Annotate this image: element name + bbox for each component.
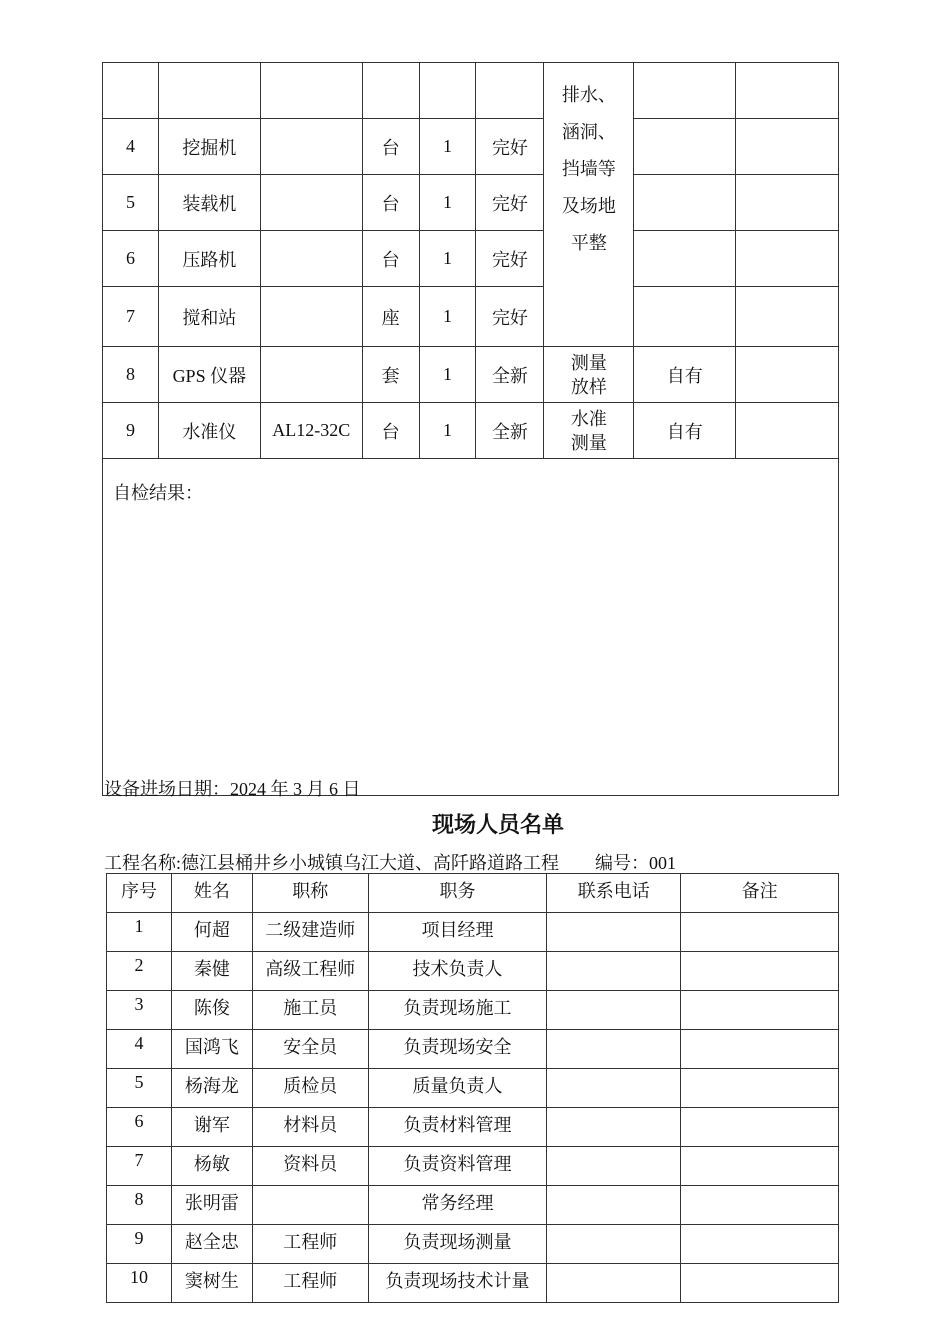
staff-title: 施工员 bbox=[252, 991, 368, 1030]
staff-phone bbox=[547, 1225, 681, 1264]
staff-duty: 负责现场技术计量 bbox=[368, 1264, 547, 1303]
purpose-line: 平整 bbox=[570, 233, 607, 253]
table-row bbox=[107, 991, 839, 1030]
equipment-status: 完好 bbox=[476, 175, 544, 231]
staff-title: 材料员 bbox=[252, 1108, 368, 1147]
staff-phone bbox=[547, 1186, 681, 1225]
page-title: 现场人员名单 bbox=[431, 813, 564, 838]
staff-remark bbox=[681, 1069, 839, 1108]
staff-remark bbox=[681, 1030, 839, 1069]
staff-title: 工程师 bbox=[252, 1264, 368, 1303]
purpose-line: 排水、 bbox=[561, 85, 616, 105]
purpose-line: 涵洞、 bbox=[561, 122, 616, 142]
equipment-remark bbox=[736, 347, 839, 403]
staff-remark bbox=[681, 952, 839, 991]
equipment-status: 全新 bbox=[476, 347, 544, 403]
equipment-source bbox=[634, 287, 736, 347]
staff-remark bbox=[681, 1147, 839, 1186]
staff-no: 10 bbox=[107, 1264, 172, 1303]
table-row bbox=[107, 1108, 839, 1147]
equipment-model bbox=[260, 63, 362, 119]
equipment-unit: 台 bbox=[362, 403, 419, 459]
staff-phone bbox=[547, 1108, 681, 1147]
equipment-model bbox=[260, 287, 362, 347]
staff-remark bbox=[681, 913, 839, 952]
staff-no: 8 bbox=[107, 1186, 172, 1225]
equipment-no: 5 bbox=[103, 175, 159, 231]
staff-phone bbox=[547, 1030, 681, 1069]
equipment-no: 4 bbox=[103, 119, 159, 175]
staff-name: 何超 bbox=[171, 913, 252, 952]
equipment-purpose bbox=[544, 403, 634, 459]
equipment-name: 水准仪 bbox=[158, 403, 260, 459]
equipment-row bbox=[103, 63, 839, 119]
purpose-line: 测量 bbox=[570, 352, 607, 373]
equipment-no bbox=[103, 63, 159, 119]
equipment-source bbox=[634, 119, 736, 175]
staff-duty: 负责资料管理 bbox=[368, 1147, 547, 1186]
equipment-qty: 1 bbox=[419, 403, 476, 459]
staff-name: 陈俊 bbox=[171, 991, 252, 1030]
staff-duty: 技术负责人 bbox=[368, 952, 547, 991]
equipment-name: 压路机 bbox=[158, 231, 260, 287]
staff-duty: 负责材料管理 bbox=[368, 1108, 547, 1147]
equipment-unit: 台 bbox=[362, 119, 419, 175]
self-check-result bbox=[103, 459, 839, 796]
staff-no: 4 bbox=[107, 1030, 172, 1069]
staff-duty: 负责现场安全 bbox=[368, 1030, 547, 1069]
staff-duty: 负责现场施工 bbox=[368, 991, 547, 1030]
staff-no: 9 bbox=[107, 1225, 172, 1264]
equipment-remark bbox=[736, 175, 839, 231]
equipment-model bbox=[260, 119, 362, 175]
staff-name: 国鸿飞 bbox=[171, 1030, 252, 1069]
staff-title: 资料员 bbox=[252, 1147, 368, 1186]
table-row bbox=[107, 1264, 839, 1303]
staff-phone bbox=[547, 1069, 681, 1108]
equipment-remark bbox=[736, 287, 839, 347]
equipment-model bbox=[260, 347, 362, 403]
staff-header-row bbox=[107, 874, 839, 913]
equipment-status bbox=[476, 63, 544, 119]
equipment-row bbox=[103, 119, 839, 175]
staff-name: 秦健 bbox=[171, 952, 252, 991]
table-row bbox=[107, 1225, 839, 1264]
staff-title: 二级建造师 bbox=[252, 913, 368, 952]
staff-name: 张明雷 bbox=[171, 1186, 252, 1225]
staff-phone bbox=[547, 991, 681, 1030]
equipment-name bbox=[158, 63, 260, 119]
column-header: 序号 bbox=[107, 874, 172, 913]
staff-no: 7 bbox=[107, 1147, 172, 1186]
equipment-status: 全新 bbox=[476, 403, 544, 459]
equipment-qty: 1 bbox=[419, 231, 476, 287]
column-header: 职务 bbox=[368, 874, 547, 913]
equipment-row bbox=[103, 403, 839, 459]
equipment-name: 装载机 bbox=[158, 175, 260, 231]
staff-remark bbox=[681, 1264, 839, 1303]
equipment-no: 6 bbox=[103, 231, 159, 287]
self-check-row bbox=[103, 459, 839, 796]
staff-duty: 常务经理 bbox=[368, 1186, 547, 1225]
equipment-source: 自有 bbox=[634, 347, 736, 403]
purpose-line: 挡墙等 bbox=[561, 159, 616, 179]
staff-remark bbox=[681, 1225, 839, 1264]
equipment-source: 自有 bbox=[634, 403, 736, 459]
staff-phone bbox=[547, 952, 681, 991]
equipment-status: 完好 bbox=[476, 287, 544, 347]
equipment-model: AL12-32C bbox=[260, 403, 362, 459]
equipment-unit: 台 bbox=[362, 175, 419, 231]
purpose-line: 放样 bbox=[570, 376, 607, 397]
equipment-row bbox=[103, 287, 839, 347]
equipment-qty: 1 bbox=[419, 175, 476, 231]
staff-no: 6 bbox=[107, 1108, 172, 1147]
equipment-model bbox=[260, 231, 362, 287]
equipment-purpose-merged bbox=[544, 63, 634, 347]
staff-remark bbox=[681, 991, 839, 1030]
equipment-table bbox=[102, 62, 839, 796]
staff-title: 工程师 bbox=[252, 1225, 368, 1264]
equipment-entry-date: 设备进场日期：2024 年 3 月 6 日 bbox=[104, 779, 361, 799]
staff-title: 质检员 bbox=[252, 1069, 368, 1108]
table-row bbox=[107, 913, 839, 952]
equipment-unit: 台 bbox=[362, 231, 419, 287]
column-header: 联系电话 bbox=[547, 874, 681, 913]
equipment-unit: 套 bbox=[362, 347, 419, 403]
table-row bbox=[107, 1069, 839, 1108]
equipment-remark bbox=[736, 231, 839, 287]
equipment-status: 完好 bbox=[476, 231, 544, 287]
equipment-qty: 1 bbox=[419, 119, 476, 175]
equipment-source bbox=[634, 63, 736, 119]
staff-name: 谢军 bbox=[171, 1108, 252, 1147]
staff-body bbox=[107, 913, 839, 1303]
staff-no: 5 bbox=[107, 1069, 172, 1108]
purpose-line: 测量 bbox=[570, 432, 607, 453]
staff-no: 1 bbox=[107, 913, 172, 952]
equipment-no: 9 bbox=[103, 403, 159, 459]
purpose-line: 水准 bbox=[570, 408, 607, 429]
staff-phone bbox=[547, 913, 681, 952]
equipment-row bbox=[103, 175, 839, 231]
table-row bbox=[107, 1030, 839, 1069]
staff-title: 高级工程师 bbox=[252, 952, 368, 991]
equipment-qty: 1 bbox=[419, 347, 476, 403]
staff-table bbox=[106, 873, 839, 1303]
equipment-model bbox=[260, 175, 362, 231]
staff-no: 2 bbox=[107, 952, 172, 991]
staff-duty: 项目经理 bbox=[368, 913, 547, 952]
purpose-line: 及场地 bbox=[561, 196, 616, 216]
equipment-unit: 座 bbox=[362, 287, 419, 347]
equipment-name: GPS 仪器 bbox=[158, 347, 260, 403]
equipment-name: 挖掘机 bbox=[158, 119, 260, 175]
equipment-row bbox=[103, 231, 839, 287]
equipment-status: 完好 bbox=[476, 119, 544, 175]
staff-name: 赵全忠 bbox=[171, 1225, 252, 1264]
equipment-source bbox=[634, 175, 736, 231]
equipment-no: 8 bbox=[103, 347, 159, 403]
table-row bbox=[107, 1186, 839, 1225]
staff-duty: 负责现场测量 bbox=[368, 1225, 547, 1264]
equipment-remark bbox=[736, 119, 839, 175]
equipment-qty: 1 bbox=[419, 287, 476, 347]
table-row bbox=[107, 952, 839, 991]
equipment-row bbox=[103, 347, 839, 403]
project-info-line: 工程名称:德江县桶井乡小城镇乌江大道、高阡路道路工程 编号：001 bbox=[104, 853, 676, 873]
staff-title: 安全员 bbox=[252, 1030, 368, 1069]
staff-phone bbox=[547, 1264, 681, 1303]
staff-phone bbox=[547, 1147, 681, 1186]
staff-title bbox=[252, 1186, 368, 1225]
equipment-no: 7 bbox=[103, 287, 159, 347]
self-check-label: 自检结果： bbox=[113, 483, 203, 503]
table-row bbox=[107, 1147, 839, 1186]
staff-duty: 质量负责人 bbox=[368, 1069, 547, 1108]
equipment-source bbox=[634, 231, 736, 287]
staff-remark bbox=[681, 1186, 839, 1225]
equipment-remark bbox=[736, 63, 839, 119]
equipment-remark bbox=[736, 403, 839, 459]
equipment-purpose bbox=[544, 347, 634, 403]
column-header: 备注 bbox=[681, 874, 839, 913]
equipment-unit bbox=[362, 63, 419, 119]
staff-remark bbox=[681, 1108, 839, 1147]
staff-name: 杨敏 bbox=[171, 1147, 252, 1186]
equipment-qty bbox=[419, 63, 476, 119]
column-header: 职称 bbox=[252, 874, 368, 913]
staff-name: 杨海龙 bbox=[171, 1069, 252, 1108]
column-header: 姓名 bbox=[171, 874, 252, 913]
staff-name: 窦树生 bbox=[171, 1264, 252, 1303]
staff-no: 3 bbox=[107, 991, 172, 1030]
equipment-name: 搅和站 bbox=[158, 287, 260, 347]
